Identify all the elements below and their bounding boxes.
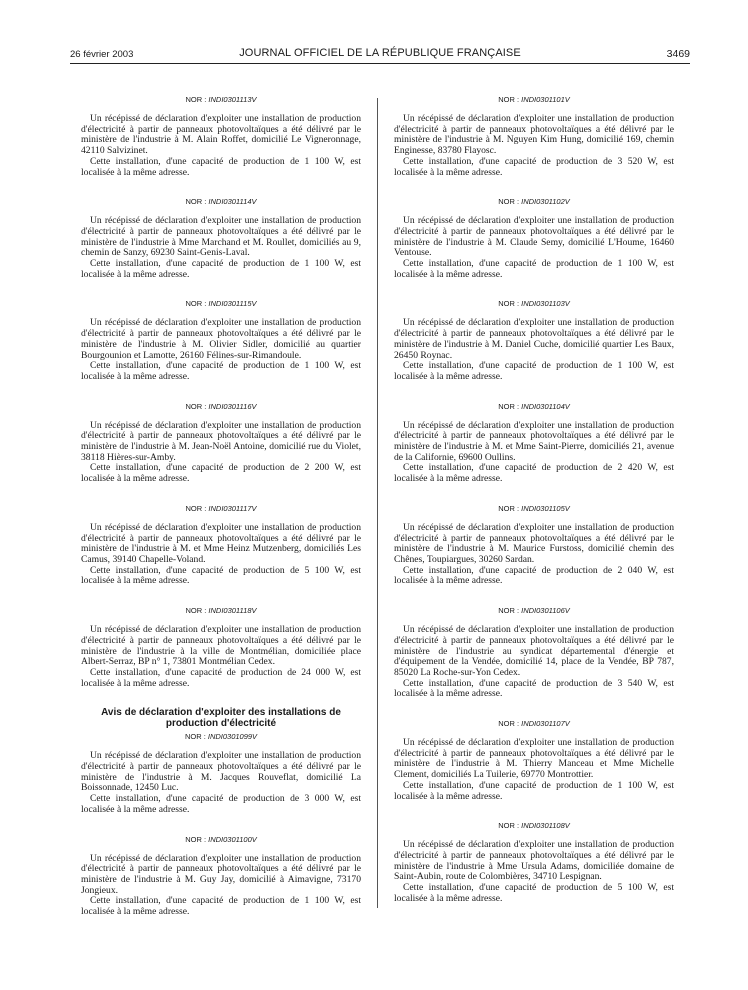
notice-spacer <box>394 700 674 716</box>
nor-code: INDI0301100V <box>208 834 257 844</box>
notice-block <box>81 832 361 918</box>
notice-block <box>81 399 361 501</box>
notice-body: Un récépissé de déclaration d'exploiter une installation de production d'électricité à partir de panneaux photovoltaïques a été délivré par le ministère de l'industrie à M. Maurice Furstoss, domicilié chemin des Chênes, Toupiargues, 30260 Sardan. <box>394 521 674 565</box>
notice-body: Un récépissé de déclaration d'exploiter une installation de production d'électricité à partir de panneaux photovoltaïques a été délivré par le ministère de l'industrie à M. Olivier Sidler, domicilié au quartier Bourgounion et Lamotte, 26160 Félines-sur-Rimandoule. <box>81 317 361 361</box>
nor-reference <box>81 399 361 415</box>
page-header <box>70 47 690 63</box>
nor-code: INDI0301114V <box>208 197 257 207</box>
header-rule <box>70 63 690 64</box>
nor-label: NOR : <box>498 503 522 513</box>
notice-body: Un récépissé de déclaration d'exploiter une installation de production d'électricité à partir de panneaux photovoltaïques a été délivré par le ministère de l'industrie à M. et Mme Saint-Pierre, domiciliés 21, avenue de la Californie, 69600 Oullins. <box>394 419 674 463</box>
notice-block <box>394 92 674 194</box>
nor-label: NOR : <box>498 821 522 831</box>
notice-spacer <box>81 280 361 296</box>
journal-title: JOURNAL OFFICIEL DE LA RÉPUBLIQUE FRANÇAISE <box>239 47 521 59</box>
notice-body: Un récépissé de déclaration d'exploiter une installation de production d'électricité à partir de panneaux photovoltaïques a été délivré par le ministère de l'industrie à Mme Ursula Adams, domiciliée domaine de Saint-Aubin, route de Colombières, 34710 Lespignan. <box>394 839 674 883</box>
nor-code: INDI0301101V <box>521 95 570 104</box>
right-column <box>394 92 674 904</box>
notice-spacer <box>394 587 674 603</box>
notice-body: Un récépissé de déclaration d'exploiter une installation de production d'électricité à partir de panneaux photovoltaïques a été délivré par le ministère de l'industrie à M. Jacques Rouveflat, domicilié La Boissonnade, 12450 Luc. <box>81 750 361 794</box>
notice-block <box>394 501 674 603</box>
nor-label: NOR : <box>185 834 209 844</box>
notice-capacity: Cette installation, d'une capacité de production de 5 100 W, est localisée à la même adresse. <box>394 882 674 904</box>
notice-capacity: Cette installation, d'une capacité de production de 1 100 W, est localisée à la même adresse. <box>81 895 361 918</box>
nor-reference <box>394 296 674 312</box>
notice-body: Un récépissé de déclaration d'exploiter une installation de production d'électricité à partir de panneaux photovoltaïques a été délivré par le ministère de l'industrie à M. Daniel Cuche, domicilié quartier Les Baux, 26450 Roynac. <box>394 317 674 361</box>
notice-capacity: Cette installation, d'une capacité de production de 24 000 W, est localisée à la même adresse. <box>81 666 361 689</box>
page-number: 3469 <box>666 48 690 60</box>
nor-label: NOR : <box>185 299 209 309</box>
notice-capacity: Cette installation, d'une capacité de production de 1 100 W, est localisée à la même adresse. <box>81 155 361 178</box>
notice-spacer <box>394 280 674 296</box>
nor-label: NOR : <box>498 606 522 616</box>
notice-body: Un récépissé de déclaration d'exploiter une installation de production d'électricité à partir de panneaux photovoltaïques a été délivré par le ministère de l'industrie à M. Guy Jay, domicilié à Aimavigne, 73170 Jongieux. <box>81 852 361 896</box>
nor-label: NOR : <box>185 95 209 104</box>
notice-spacer <box>394 802 674 818</box>
nor-reference <box>81 729 361 745</box>
nor-reference <box>394 501 674 517</box>
notice-spacer <box>394 485 674 501</box>
left-column <box>81 92 361 918</box>
nor-reference <box>394 399 674 415</box>
notice-block <box>81 92 361 194</box>
notice-capacity: Cette installation, d'une capacité de production de 3 520 W, est localisée à la même adresse. <box>394 155 674 178</box>
notice-body: Un récépissé de déclaration d'exploiter une installation de production d'électricité à partir de panneaux photovoltaïques a été délivré par le ministère de l'industrie à M. Nguyen Kim Hung, domicilié 169, chemin Enginesse, 83780 Flayosc. <box>394 113 674 157</box>
nor-code: INDI0301113V <box>208 95 257 104</box>
nor-reference <box>394 818 674 834</box>
notice-block <box>81 603 361 705</box>
nor-code: INDI0301105V <box>521 503 570 513</box>
notice-block <box>394 818 674 904</box>
notice-spacer <box>394 178 674 194</box>
notice-body: Un récépissé de déclaration d'exploiter une installation de production d'électricité à partir de panneaux photovoltaïques a été délivré par le ministère de l'industrie à la ville de Montmélian, domiciliée place Albert-Serraz, BP n° 1, 73801 Montmélian Cedex. <box>81 624 361 668</box>
nor-code: INDI0301116V <box>208 401 257 411</box>
notice-capacity: Cette installation, d'une capacité de production de 2 420 W, est localisée à la même adresse. <box>394 462 674 485</box>
section-title: Avis de déclaration d'exploiter des installations de production d'électricité <box>101 707 341 730</box>
notice-block <box>394 296 674 398</box>
notice-capacity: Cette installation, d'une capacité de production de 1 100 W, est localisée à la même adresse. <box>81 258 361 280</box>
notice-capacity: Cette installation, d'une capacité de production de 3 540 W, est localisée à la même adresse. <box>394 677 674 700</box>
notice-capacity: Cette installation, d'une capacité de production de 5 100 W, est localisée à la même adresse. <box>81 564 361 587</box>
notice-capacity: Cette installation, d'une capacité de production de 2 040 W, est localisée à la même adresse. <box>394 564 674 587</box>
nor-label: NOR : <box>184 732 208 742</box>
nor-code: INDI0301106V <box>521 606 570 616</box>
nor-reference <box>81 92 361 108</box>
nor-label: NOR : <box>185 401 209 411</box>
nor-label: NOR : <box>498 299 522 309</box>
nor-reference <box>394 716 674 732</box>
nor-label: NOR : <box>498 401 522 411</box>
notice-body: Un récépissé de déclaration d'exploiter une installation de production d'électricité à partir de panneaux photovoltaïques a été délivré par le ministère de l'industrie à Mme Marchand et M. Roullet, domiciliés au 9, chemin de Sanzy, 69230 Saint-Genis-Laval. <box>81 215 361 259</box>
nor-code: INDI0301117V <box>208 503 257 513</box>
notice-spacer <box>81 689 361 705</box>
nor-reference <box>81 501 361 517</box>
nor-code: INDI0301108V <box>521 821 570 831</box>
notice-body: Un récépissé de déclaration d'exploiter une installation de production d'électricité à partir de panneaux photovoltaïques a été délivré par le ministère de l'industrie au syndicat départemental d'énergie et d'équipement de la Vendée, domicilié 14, place de la Vendée, BP 787, 85020 La Roche-sur-Yon Cedex. <box>394 624 674 678</box>
notice-capacity: Cette installation, d'une capacité de production de 1 100 W, est localisée à la même adresse. <box>394 779 674 802</box>
issue-date: 26 février 2003 <box>70 49 134 60</box>
nor-label: NOR : <box>498 719 522 729</box>
nor-code: INDI0301099V <box>207 732 258 742</box>
notice-spacer <box>394 383 674 399</box>
nor-code: INDI0301103V <box>521 299 570 309</box>
notice-block <box>81 194 361 296</box>
notice-capacity: Cette installation, d'une capacité de production de 1 100 W, est localisée à la même adresse. <box>394 258 674 280</box>
notice-block <box>81 296 361 398</box>
notice-capacity: Cette installation, d'une capacité de production de 1 100 W, est localisée à la même adresse. <box>81 360 361 382</box>
notice-spacer <box>81 587 361 603</box>
nor-code: INDI0301104V <box>521 401 570 411</box>
nor-label: NOR : <box>498 95 522 104</box>
nor-label: NOR : <box>498 197 522 207</box>
notice-spacer <box>81 816 361 832</box>
notice-block <box>81 729 361 831</box>
notice-capacity: Cette installation, d'une capacité de production de 1 100 W, est localisée à la même adresse. <box>394 360 674 382</box>
notice-spacer <box>81 383 361 399</box>
nor-code: INDI0301118V <box>208 606 257 616</box>
nor-label: NOR : <box>185 503 209 513</box>
notice-body: Un récépissé de déclaration d'exploiter une installation de production d'électricité à partir de panneaux photovoltaïques a été délivré par le ministère de l'industrie à M. Alain Roffet, domicilié Le Vigneronnage, 42110 Salvizinet. <box>81 113 361 157</box>
nor-code: INDI0301102V <box>521 197 570 207</box>
nor-label: NOR : <box>185 197 209 207</box>
notice-spacer <box>81 178 361 194</box>
notice-body: Un récépissé de déclaration d'exploiter une installation de production d'électricité à partir de panneaux photovoltaïques a été délivré par le ministère de l'industrie à M. Thierry Manceau et Mme Michelle Clement, domiciliés La Tuilerie, 69770 Montrottier. <box>394 737 674 781</box>
nor-reference <box>81 296 361 312</box>
nor-reference <box>394 603 674 619</box>
column-divider <box>377 98 378 908</box>
notice-capacity: Cette installation, d'une capacité de production de 3 000 W, est localisée à la même adresse. <box>81 793 361 815</box>
nor-reference <box>394 92 674 108</box>
notice-spacer <box>81 485 361 501</box>
notice-body: Un récépissé de déclaration d'exploiter une installation de production d'électricité à partir de panneaux photovoltaïques a été délivré par le ministère de l'industrie à M. Claude Semy, domicilié L'Houme, 16460 Ventouse. <box>394 215 674 259</box>
notice-block <box>394 716 674 818</box>
nor-code: INDI0301107V <box>521 719 570 729</box>
notice-capacity: Cette installation, d'une capacité de production de 2 200 W, est localisée à la même adresse. <box>81 462 361 485</box>
nor-label: NOR : <box>185 606 209 616</box>
nor-code: INDI0301115V <box>208 299 257 309</box>
notice-body: Un récépissé de déclaration d'exploiter une installation de production d'électricité à partir de panneaux photovoltaïques a été délivré par le ministère de l'industrie à M. et Mme Heinz Mutzenberg, domiciliés Les Camus, 39140 Chapelle-Voland. <box>81 521 361 565</box>
nor-reference <box>394 194 674 210</box>
nor-reference <box>81 194 361 210</box>
notice-body: Un récépissé de déclaration d'exploiter une installation de production d'électricité à partir de panneaux photovoltaïques a été délivré par le ministère de l'industrie à M. Jean-Noël Antoine, domicilié rue du Violet, 38118 Hières-sur-Amby. <box>81 419 361 463</box>
notice-block <box>394 399 674 501</box>
notice-block <box>394 194 674 296</box>
nor-reference <box>81 832 361 848</box>
nor-reference <box>81 603 361 619</box>
notice-block <box>81 501 361 603</box>
notice-block <box>394 603 674 716</box>
